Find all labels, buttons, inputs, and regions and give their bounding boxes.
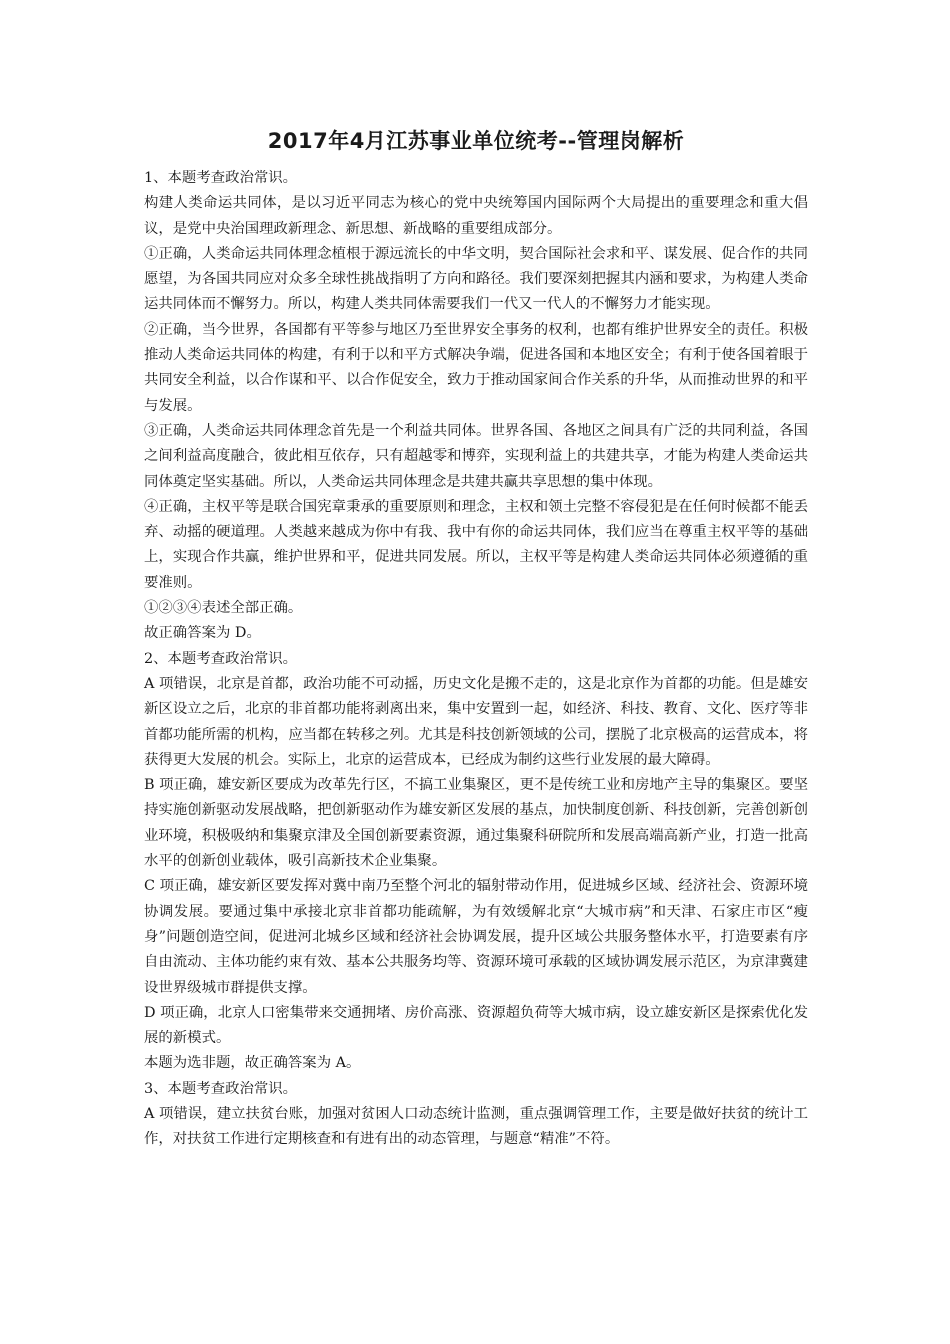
paragraph: D 项正确，北京人口密集带来交通拥堵、房价高涨、资源超负荷等大城市病，设立雄安新区是探索优化发展的新模式。	[144, 1004, 808, 1047]
paragraph: ①正确，人类命运共同体理念植根于源远流长的中华文明，契合国际社会求和平、谋发展、促合作的共同愿望，为各国共同应对众多全球性挑战指明了方向和路径。我们要深刻把握其内涵和要求，为构建人类命运共同体而不懈努力。所以，构建人类共同体需要我们一代又一代人的不懈努力才能实现。	[144, 245, 808, 313]
paragraph: B 项正确，雄安新区要成为改革先行区，不搞工业集聚区，更不是传统工业和房地产主导的集聚区。要坚持实施创新驱动发展战略，把创新驱动作为雄安新区发展的基点，加快制度创新、科技创新，完善创新创业环境，积极吸纳和集聚京津及全国创新要素资源，通过集聚科研院所和发展高端高新产业，打造一批高水平的创新创业载体，吸引高新技术企业集聚。	[144, 777, 808, 870]
question-3-heading: 3、本题考查政治常识。	[144, 1080, 298, 1097]
paragraph: ①②③④表述全部正确。	[144, 600, 303, 617]
document-title: 2017年4月江苏事业单位统考--管理岗解析	[267, 129, 685, 153]
answer-line: 故正确答案为 D。	[144, 625, 261, 642]
answer-line: 本题为选非题，故正确答案为 A。	[144, 1055, 361, 1072]
paragraph: ②正确，当今世界，各国都有平等参与地区乃至世界安全事务的权利，也都有维护世界安全的责任。积极推动人类命运共同体的构建，有利于以和平方式解决争端，促进各国和本地区安全；有利于使各国着眼于共同安全利益，以合作谋和平、以合作促安全，致力于推动国家间合作关系的升华，从而推动世界的和平与发展。	[144, 321, 808, 414]
paragraph: C 项正确，雄安新区要发挥对冀中南乃至整个河北的辐射带动作用，促进城乡区域、经济社会、资源环境协调发展。要通过集中承接北京非首都功能疏解，为有效缓解北京“大城市病”和天津、石家庄市区“瘦身”问题创造空间，促进河北城乡区域和经济社会协调发展，提升区域公共服务整体水平，打造要素有序自由流动、主体功能约束有效、基本公共服务均等、资源环境可承载的区域协调发展示范区，为京津冀建设世界级城市群提供支撑。	[144, 878, 808, 996]
question-2-heading: 2、本题考查政治常识。	[144, 650, 298, 667]
question-1-heading: 1、本题考查政治常识。	[144, 170, 298, 186]
paragraph: ④正确，主权平等是联合国宪章秉承的重要原则和理念，主权和领土完整不容侵犯是在任何时候都不能丢弃、动摇的硬道理。人类越来越成为你中有我、我中有你的命运共同体，我们应当在尊重主权平等的基础上，实现合作共赢，维护世界和平，促进共同发展。所以，主权平等是构建人类命运共同体必须遵循的重要准则。	[144, 498, 808, 591]
paragraph: A 项错误，建立扶贫台账，加强对贫困人口动态统计监测，重点强调管理工作，主要是做好扶贫的统计工作，对扶贫工作进行定期核查和有进有出的动态管理，与题意“精准”不符。	[144, 1105, 808, 1148]
paragraph: 构建人类命运共同体，是以习近平同志为核心的党中央统筹国内国际两个大局提出的重要理念和重大倡议，是党中央治国理政新理念、新思想、新战略的重要组成部分。	[144, 195, 808, 237]
paragraph: A 项错误，北京是首都，政治功能不可动摇，历史文化是搬不走的，这是北京作为首都的功能。但是雄安新区设立之后，北京的非首都功能将剥离出来，集中安置到一起，如经济、科技、教育、文化、医疗等非首都功能所需的机构，应当都在转移之列。尤其是科技创新领域的公司，摆脱了北京极高的运营成本，将获得更大发展的机会。实际上，北京的运营成本，已经成为制约这些行业发展的最大障碍。	[144, 675, 808, 768]
document-page	[144, 126, 808, 1153]
paragraph: ③正确，人类命运共同体理念首先是一个利益共同体。世界各国、各地区之间具有广泛的共同利益，各国之间利益高度融合，彼此相互依存，只有超越零和博弈，实现利益上的共建共享，才能为构建人类命运共同体奠定坚实基础。所以，人类命运共同体理念是共建共赢共享思想的集中体现。	[144, 422, 808, 490]
